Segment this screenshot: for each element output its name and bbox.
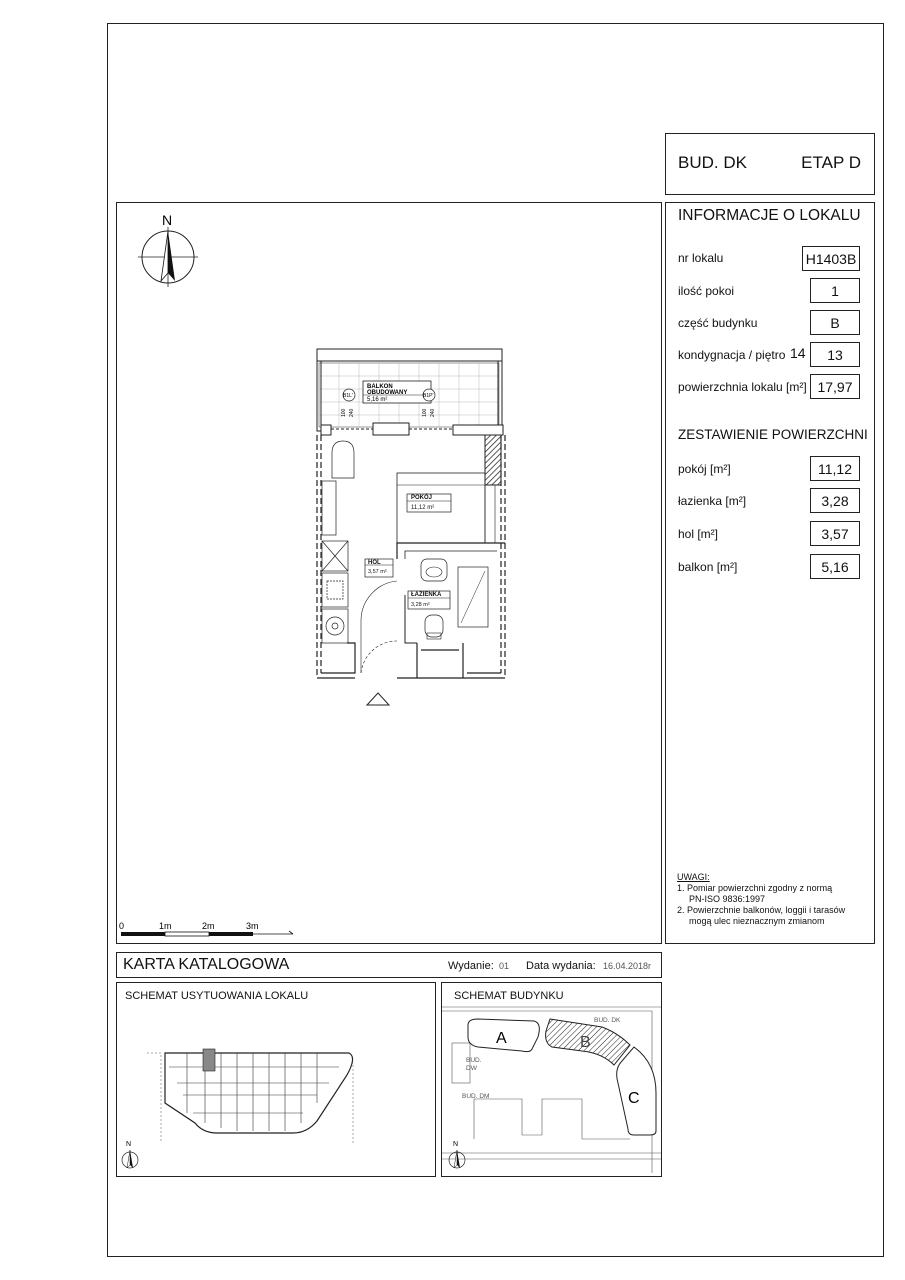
bathroom-area: 3,28 m² (411, 602, 430, 608)
wing-c-label: C (628, 1090, 640, 1107)
entrance-marker-icon (367, 693, 389, 705)
area-bathroom-value: 3,28 (810, 488, 860, 513)
scale-label: 3m (246, 921, 259, 931)
unit-number-value: H1403B (802, 246, 860, 271)
notes-title: UWAGI: (677, 872, 710, 882)
floor-value: 13 (810, 342, 860, 367)
area-hall-value: 3,57 (810, 521, 860, 546)
dimension-label: 240 (349, 408, 355, 417)
scale-label: 0 (119, 921, 125, 931)
building-scheme-title: SCHEMAT BUDYNKU (454, 990, 564, 1002)
area-label-hall: hol [m²] (678, 527, 719, 541)
dimension-label: 100 (341, 408, 347, 417)
info-title: INFORMACJE O LOKALU (678, 207, 861, 224)
scale-label: 2m (202, 921, 215, 931)
hall-area: 3,57 m² (368, 569, 387, 575)
notes-line: 2. Powierzchnie balkonów, loggii i tarasów (677, 905, 846, 915)
edition-label: Wydanie: (448, 960, 494, 972)
catalog-title: KARTA KATALOGOWA (123, 956, 290, 973)
storey-value: 14 (790, 345, 806, 361)
notes-line: 1. Pomiar powierzchni zgodny z normą (677, 883, 833, 893)
wing-a-label: A (496, 1030, 507, 1047)
dimension-label: 100 (422, 408, 428, 417)
building-dk-label: BUD. DK (594, 1017, 621, 1024)
area-room-value: 11,12 (810, 456, 860, 481)
info-label-unit-area: powierzchnia lokalu [m²] (678, 380, 807, 394)
notes-line: mogą ulec nieznacznym zmianom (689, 916, 825, 926)
building-name: BUD. DK (678, 153, 747, 172)
scale-bar (119, 921, 293, 936)
balcony-area: 5,16 m² (367, 397, 388, 403)
site-scheme-title: SCHEMAT USYTUOWANIA LOKALU (125, 990, 309, 1002)
edition-value: 01 (499, 961, 510, 971)
window-b1l-label: B1L' (343, 393, 353, 399)
stage-name: ETAP D (801, 153, 861, 172)
dimension-label: 240 (430, 408, 436, 417)
north-label: N (126, 1141, 132, 1148)
room-label: POKÓJ (411, 495, 433, 501)
room-area: 11,12 m² (411, 505, 435, 511)
plan-panel (116, 202, 662, 944)
site-scheme-panel (116, 982, 436, 1177)
bathroom-label: ŁAZIENKA (411, 592, 442, 598)
bathroom (397, 543, 505, 643)
notes (677, 872, 845, 927)
north-arrow-icon (449, 1141, 465, 1168)
site-scheme-drawing (117, 983, 435, 1176)
info-label-rooms: ilość pokoi (678, 284, 735, 298)
building-scheme-panel (441, 982, 662, 1177)
hall (361, 559, 397, 673)
date-value: 16.04.2018r (603, 961, 652, 971)
area-balcony-value: 5,16 (810, 554, 860, 579)
balcony-label: OBUDOWANY (367, 390, 408, 396)
balcony-label: BALKON (367, 384, 393, 390)
unit-area-value: 17,97 (810, 374, 860, 399)
notes-line: PN-ISO 9836:1997 (689, 894, 766, 904)
room (322, 441, 495, 543)
scale-label: 1m (159, 921, 172, 931)
info-label-floor: kondygnacja / piętro (678, 348, 786, 362)
window-b1p-label: B1P' (423, 393, 434, 399)
balcony (317, 349, 502, 431)
area-label-balcony: balkon [m²] (678, 560, 738, 574)
building-scheme-drawing (442, 983, 661, 1176)
date-label: Data wydania: (526, 960, 596, 972)
building-dm-label: BUD. DM (462, 1093, 490, 1100)
floor-plan-drawing (117, 203, 661, 943)
north-label: N (162, 212, 173, 228)
building-dw-label: DW (466, 1065, 477, 1072)
area-label-bathroom: łazienka [m²] (678, 494, 747, 508)
apartment-walls (317, 435, 505, 678)
north-arrow-icon (122, 1141, 138, 1168)
wing-b-label: B (580, 1034, 591, 1051)
catalog-header (116, 952, 662, 978)
header-box (665, 133, 875, 195)
areas-title: ZESTAWIENIE POWIERZCHNI (678, 427, 868, 442)
north-arrow-icon (138, 212, 198, 287)
hall-label: HOL (368, 560, 381, 566)
info-label-building-part: część budynku (678, 316, 758, 330)
rooms-value: 1 (810, 278, 860, 303)
building-dw-label: BUD. (466, 1057, 482, 1064)
area-label-room: pokój [m²] (678, 462, 731, 476)
info-panel (665, 202, 875, 944)
info-label-unit-number: nr lokalu (678, 251, 724, 265)
window-wall (321, 423, 503, 485)
north-label: N (453, 1141, 459, 1148)
kitchenette (322, 541, 348, 643)
building-part-value: B (810, 310, 860, 335)
